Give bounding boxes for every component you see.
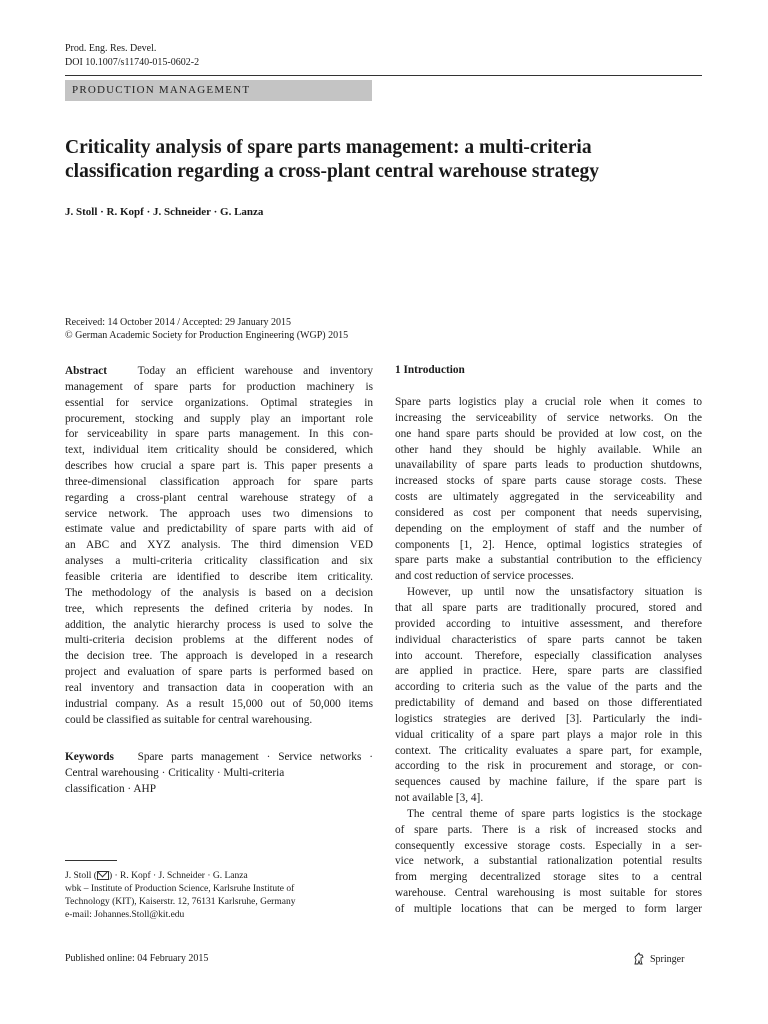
published-date: Published online: 04 February 2015 xyxy=(65,953,209,964)
intro-line: from merging decentralized storage sites to a central xyxy=(395,871,702,884)
journal-info xyxy=(65,42,199,70)
abstract-line: real inventory and transaction data in cooperation with an xyxy=(65,681,373,694)
footnote-affiliation: wbk – Institute of Production Science, Karlsruhe Institute of xyxy=(65,884,295,894)
footnote-rule xyxy=(65,860,117,861)
intro-line: individual characteristics of spare parts cannot be taken xyxy=(395,633,702,646)
abstract-line: feasible criteria are identified to describe item criticality. xyxy=(65,570,373,583)
intro-line: components [1, 2]. Hence, optimal logistics strategies of xyxy=(395,538,702,551)
keywords-first-line xyxy=(65,750,373,766)
abstract-line: essential for service organizations. Optimal strategies in xyxy=(65,396,373,409)
intro-line: spare parts make a substantial contribution to the efficiency xyxy=(395,554,702,567)
intro-line: according to the risk in procurement and storage, or con- xyxy=(395,760,702,773)
intro-line: warehouse. Central warehousing is most suitable for stores xyxy=(395,887,702,900)
article-title xyxy=(65,136,685,184)
abstract-line: analyses a multi-criteria criticality classification and six xyxy=(65,555,373,568)
abstract-line: could be classified as suitable for central warehousing. xyxy=(65,713,313,726)
intro-line: costs are ultimately aggregated in the serviceability and xyxy=(395,491,702,504)
intro-line: not available [3, 4]. xyxy=(395,792,484,805)
intro-line: sequences caused by machine failure, if the spare part is xyxy=(395,776,702,789)
abstract-line: management of spare parts for production machinery is xyxy=(65,380,373,393)
abstract-line: tree, which represents the defined criteria by nodes. In xyxy=(65,602,373,615)
section-label: PRODUCTION MANAGEMENT xyxy=(72,84,251,96)
abstract-line: regarding a cross-plant central warehouse strategy of a xyxy=(65,491,373,504)
intro-line: depending on the employment of staff and the number of xyxy=(395,522,702,535)
abstract-line: three-dimensional classification approach for spare parts xyxy=(65,475,373,488)
intro-line: of spare parts. There is a risk of increased stocks and xyxy=(395,823,702,836)
publisher-name: Springer xyxy=(650,953,685,965)
intro-line: provided according to intuitive assessment, and therefore xyxy=(395,617,702,630)
intro-line: into account. Therefore, especially classification analyses xyxy=(395,649,702,662)
abstract-line: text, individual item criticality should be considered, which xyxy=(65,444,373,457)
footnote-address: Technology (KIT), Kaiserstr. 12, 76131 Karlsruhe, Germany xyxy=(65,897,296,907)
abstract xyxy=(65,364,373,728)
intro-line: The central theme of spare parts logistics is the stockage xyxy=(407,807,702,820)
abstract-first-line xyxy=(65,364,373,380)
title-line: classification regarding a cross-plant central warehouse strategy xyxy=(65,161,600,182)
copyright: © German Academic Society for Production Engineering (WGP) 2015 xyxy=(65,330,349,341)
keywords-line: Central warehousing · Criticality · Multi-criteria xyxy=(65,766,285,779)
keywords xyxy=(65,750,373,798)
publisher-logo xyxy=(632,952,684,966)
keywords-label: Keywords xyxy=(65,751,114,763)
intro-line: of multiple locations that can be merged to form larger xyxy=(395,903,702,915)
section-heading-introduction: 1 Introduction xyxy=(395,364,465,376)
journal-name: Prod. Eng. Res. Devel. xyxy=(65,43,157,54)
footnote-author-text: J. Stoll ( xyxy=(65,871,97,881)
intro-line: vidual criticality of a spare part plays a major role in this xyxy=(395,728,702,741)
title-line: Criticality analysis of spare parts management: a multi-criteria xyxy=(65,137,592,158)
abstract-line: The methodology of the analysis is based on a decision xyxy=(65,586,373,599)
abstract-line: describes how crucial a spare part is. This paper presents a xyxy=(65,460,373,473)
abstract-line: for serviceability in spare parts management. In this con- xyxy=(65,428,373,441)
intro-line: increased stocks of spare parts cause storage costs. These xyxy=(395,475,702,488)
intro-line: logistics strategies are derived [3]. Particularly the indi- xyxy=(395,712,702,725)
intro-line: increasing the serviceability of service networks. On the xyxy=(395,411,702,424)
intro-line: vice network, a substantial rationalization potential results xyxy=(395,855,702,868)
abstract-line: the decision tree. The approach is developed in a research xyxy=(65,650,373,663)
intro-line: and cost reduction of service processes. xyxy=(395,570,574,583)
intro-line: that all spare parts are traditionally procured, stored and xyxy=(395,601,702,614)
abstract-line: estimate value and predictability of spare parts with aid of xyxy=(65,523,373,536)
intro-line: according to criteria such as the value of the parts and the xyxy=(395,681,702,694)
author-footnote xyxy=(65,870,365,922)
intro-line: context. The criticality evaluates a spare part, for example, xyxy=(395,744,702,757)
header-rule xyxy=(65,75,702,76)
received-dates: Received: 14 October 2014 / Accepted: 29 January 2015 xyxy=(65,317,292,328)
doi[interactable]: DOI 10.1007/s11740-015-0602-2 xyxy=(65,57,200,68)
abstract-line: industrial company. As a result 15,000 out of 50,000 items xyxy=(65,697,373,710)
intro-line: predictability of demand and based on those differentiated xyxy=(395,697,702,710)
abstract-label: Abstract xyxy=(65,365,108,377)
intro-line: are applied in practice. Here, spare parts are classified xyxy=(395,665,702,678)
abstract-line: service network. The approach uses two dimensions to xyxy=(65,507,373,520)
intro-line: However, up until now the unsatisfactory situation is xyxy=(407,586,702,599)
authors: J. Stoll · R. Kopf · J. Schneider · G. Lanza xyxy=(65,206,264,218)
footnote-authors xyxy=(65,870,365,883)
springer-horse-icon xyxy=(632,952,646,966)
intro-line: considered as cost per component that needs supervising, xyxy=(395,506,702,519)
footnote-author-text: ) · R. Kopf · J. Schneider · G. Lanza xyxy=(108,871,248,881)
intro-line: other hand they should be highly available. While an xyxy=(395,443,702,456)
intro-line: one hand spare parts should be provided at low cost, on the xyxy=(395,427,702,440)
abstract-text: Today an efficient warehouse and inventory xyxy=(137,365,373,377)
intro-line: consequently excessive storage costs. Especially in a ser- xyxy=(395,839,702,852)
abstract-line: project and evaluation of spare parts is performed based on xyxy=(65,666,373,679)
footnote-email[interactable]: e-mail: Johannes.Stoll@kit.edu xyxy=(65,910,185,920)
envelope-icon[interactable] xyxy=(97,871,109,880)
abstract-line: an ABC and XYZ analysis. The third dimension VED xyxy=(65,539,373,552)
keywords-line: classification · AHP xyxy=(65,782,156,795)
introduction-body xyxy=(395,395,702,918)
abstract-line: procurement, stocking and supply play an important role xyxy=(65,412,373,425)
abstract-line: multi-criteria decision problems at the different nodes of xyxy=(65,634,373,647)
abstract-line: addition, the analytic hierarchy process is used to solve the xyxy=(65,618,373,631)
intro-line: Spare parts logistics play a crucial role when it comes to xyxy=(395,396,702,408)
intro-line: unavailability of spare parts leads to production shutdowns, xyxy=(395,459,702,472)
keywords-text: Spare parts management · Service networks · xyxy=(137,751,373,763)
